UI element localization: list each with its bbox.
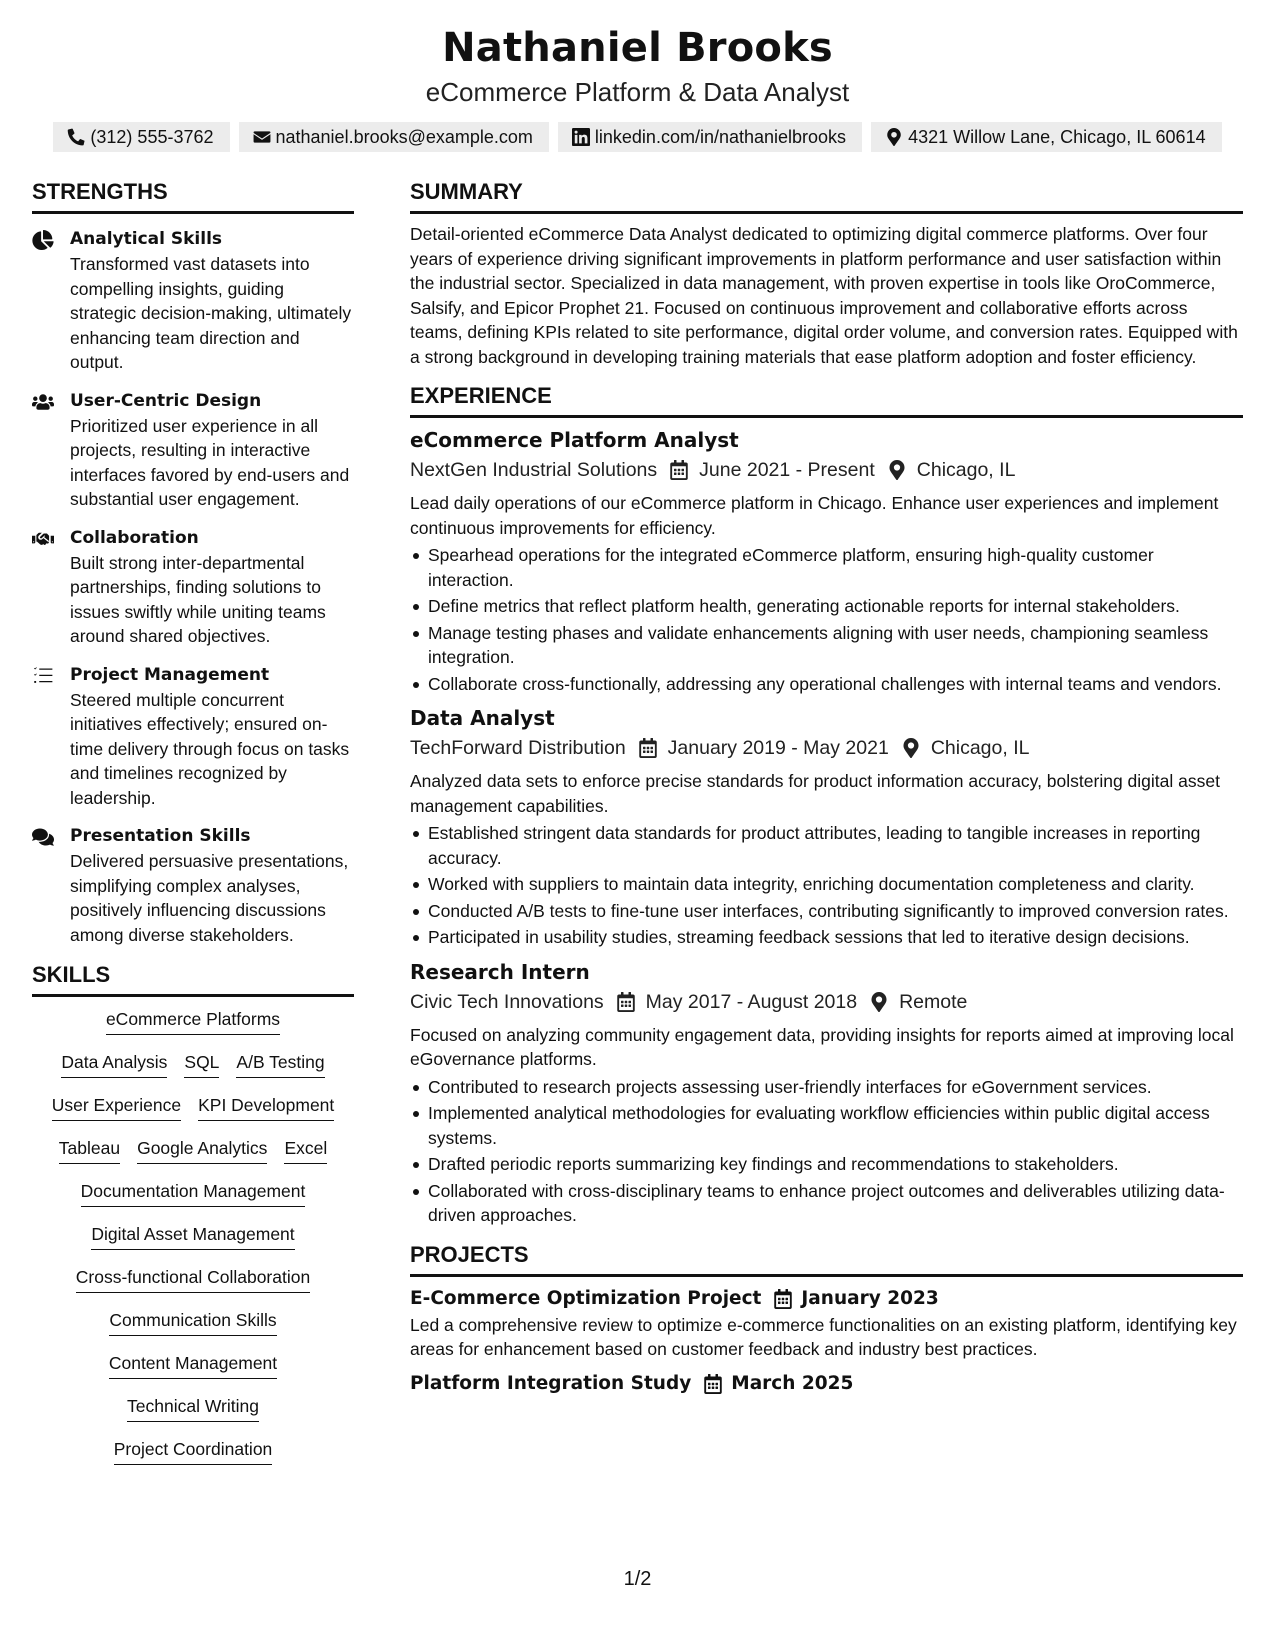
skill-tag: Communication Skills <box>109 1308 276 1336</box>
strength-desc: Built strong inter-departmental partnerships, finding solutions to issues swiftly while uniting teams around shared objectives. <box>70 552 326 646</box>
skill-tag: User Experience <box>52 1093 181 1121</box>
skill-row <box>32 1351 354 1394</box>
strength-desc: Delivered persuasive presentations, simplifying complex analyses, positively influencing discussions among diverse stakeholders. <box>70 851 349 945</box>
contact-bar <box>0 122 1275 152</box>
job-company: TechForward Distribution <box>410 737 626 759</box>
projects-heading: PROJECTS <box>410 1241 1243 1277</box>
bullet-item: Participated in usability studies, streaming feedback sessions that led to iterative design decisions. <box>410 925 1243 950</box>
skill-row <box>32 1050 354 1093</box>
job-company: NextGen Industrial Solutions <box>410 459 658 481</box>
strength-name: Collaboration <box>70 527 199 548</box>
project-header <box>410 1370 1243 1398</box>
strength-desc: Transformed vast datasets into compelling insights, guiding strategic decision-making, ultimately enhancing team direction and output. <box>70 254 352 372</box>
handshake-icon <box>32 526 70 649</box>
map-marker-icon <box>885 128 903 146</box>
project-title: Platform Integration Study <box>410 1372 692 1394</box>
linkedin-icon <box>572 128 590 146</box>
strength-item <box>32 526 354 649</box>
strength-item <box>32 227 354 375</box>
skill-tag: A/B Testing <box>236 1050 324 1078</box>
contact-address-text: 4321 Willow Lane, Chicago, IL 60614 <box>908 126 1206 147</box>
job-location: Chicago, IL <box>930 737 1030 759</box>
skill-row <box>32 1179 354 1222</box>
skill-row <box>32 1308 354 1351</box>
job-title: eCommerce Platform Analyst <box>410 428 739 452</box>
job-meta <box>410 455 1243 485</box>
job-dates: January 2019 - May 2021 <box>667 737 889 759</box>
skill-tag: Google Analytics <box>137 1136 267 1164</box>
bullet-item: Worked with suppliers to maintain data integrity, enriching documentation completeness and clarity. <box>410 872 1243 897</box>
job-description: Lead daily operations of our eCommerce platform in Chicago. Enhance user experiences and implement continuous improvements for efficiency. <box>410 493 1219 538</box>
job-entry <box>410 425 1243 696</box>
strength-item <box>32 389 354 512</box>
envelope-icon <box>253 128 271 146</box>
task-list-icon <box>32 663 70 811</box>
skill-tag: Cross-functional Collaboration <box>76 1265 310 1293</box>
job-dates: June 2021 - Present <box>699 459 875 481</box>
users-icon <box>32 389 70 512</box>
map-marker-icon <box>901 738 921 758</box>
phone-icon <box>67 128 85 146</box>
job-bullets <box>410 1075 1243 1228</box>
summary-heading: SUMMARY <box>410 178 1243 214</box>
experience-heading: EXPERIENCE <box>410 382 1243 418</box>
strength-name: Project Management <box>70 664 270 685</box>
skill-row <box>32 1136 354 1179</box>
bullet-item: Drafted periodic reports summarizing key findings and recommendations to stakeholders. <box>410 1152 1243 1177</box>
map-marker-icon <box>887 460 907 480</box>
skills-list <box>32 1007 354 1480</box>
left-column <box>32 178 354 1480</box>
contact-email-text: nathaniel.brooks@example.com <box>275 126 533 147</box>
skill-row <box>32 1007 354 1050</box>
skills-heading: SKILLS <box>32 961 354 997</box>
strength-item <box>32 663 354 811</box>
skill-row <box>32 1093 354 1136</box>
job-location: Chicago, IL <box>916 459 1016 481</box>
bullet-item: Collaborated with cross-disciplinary teams to enhance project outcomes and deliverables utilizing data-driven approaches. <box>410 1179 1243 1228</box>
project-entry <box>410 1285 1243 1362</box>
skill-tag: KPI Development <box>198 1093 334 1121</box>
comments-icon <box>32 824 70 947</box>
project-entry <box>410 1370 1243 1398</box>
project-date: January 2023 <box>801 1287 939 1309</box>
calendar-icon <box>616 992 636 1012</box>
contact-phone-text: (312) 555-3762 <box>90 126 214 147</box>
calendar-icon <box>669 460 689 480</box>
job-bullets <box>410 821 1243 950</box>
strength-name: Analytical Skills <box>70 229 223 249</box>
contact-phone[interactable] <box>53 122 229 152</box>
contact-linkedin-text: linkedin.com/in/nathanielbrooks <box>594 126 847 147</box>
project-date: March 2025 <box>731 1372 854 1394</box>
contact-address[interactable] <box>871 122 1222 152</box>
bullet-item: Spearhead operations for the integrated eCommerce platform, ensuring high-quality customer interaction. <box>410 543 1243 592</box>
skill-tag: Digital Asset Management <box>91 1222 294 1250</box>
project-description: Led a comprehensive review to optimize e-commerce functionalities on an existing platform, identifying key areas for enhancement based on customer feedback and industry best practices. <box>410 1314 1237 1359</box>
job-dates: May 2017 - August 2018 <box>645 990 858 1013</box>
job-entry <box>410 957 1243 1228</box>
skill-tag: Data Analysis <box>61 1050 167 1078</box>
bullet-item: Collaborate cross-functionally, addressing any operational challenges with internal teams and vendors. <box>410 672 1243 697</box>
project-title: E-Commerce Optimization Project <box>410 1287 762 1309</box>
skill-tag: Documentation Management <box>81 1179 306 1207</box>
bullet-item: Established stringent data standards for product attributes, leading to tangible increases in reporting accuracy. <box>410 821 1243 870</box>
skill-tag: Technical Writing <box>127 1394 259 1422</box>
skill-tag: SQL <box>184 1050 219 1078</box>
strength-desc: Steered multiple concurrent initiatives effectively; ensured on-time delivery through focus on tasks and timelines recognized by leadership. <box>70 689 350 808</box>
resume-header <box>0 0 1275 152</box>
job-company: Civic Tech Innovations <box>410 990 604 1013</box>
bullet-item: Manage testing phases and validate enhancements aligning with user needs, championing seamless integration. <box>410 621 1243 670</box>
skill-tag: Content Management <box>109 1351 277 1379</box>
skill-row <box>32 1265 354 1308</box>
skill-tag: Project Coordination <box>114 1437 273 1465</box>
calendar-icon <box>773 1289 793 1309</box>
strength-desc: Prioritized user experience in all projects, resulting in interactive interfaces favored by end-users and substantial user engagement. <box>70 415 350 509</box>
bullet-item: Define metrics that reflect platform health, generating actionable reports for internal stakeholders. <box>410 594 1243 619</box>
skill-tag: Excel <box>284 1136 327 1164</box>
map-marker-icon <box>869 992 889 1012</box>
job-bullets <box>410 543 1243 696</box>
right-column <box>410 178 1243 1480</box>
summary-text: Detail-oriented eCommerce Data Analyst dedicated to optimizing digital commerce platforms. Over four years of experience driving significant improvements in platform performance and user satisfaction within the industrial sector. Specialized in data management, with proven expertise in tools like OroCommerce, Salsify, and Epicor Prophet 21. Focused on continuous improvement and collaborative efforts across teams, defining KPIs related to site performance, digital order volume, and conversion rates. Equipped with a strong background in developing training materials that ease platform adoption and foster efficiency. <box>410 224 1238 367</box>
strengths-heading: STRENGTHS <box>32 178 354 214</box>
page-number: 1/2 <box>623 1568 652 1590</box>
contact-linkedin[interactable] <box>558 122 862 152</box>
skill-tag: eCommerce Platforms <box>106 1007 280 1035</box>
skill-tag: Tableau <box>59 1136 120 1164</box>
skill-row <box>32 1394 354 1437</box>
resume-body <box>32 178 1243 1480</box>
job-description: Analyzed data sets to enforce precise standards for product information accuracy, bolstering digital asset management capabilities. <box>410 771 1220 816</box>
calendar-icon <box>703 1374 723 1394</box>
calendar-icon <box>638 738 658 758</box>
strengths-list <box>32 227 354 947</box>
strength-item <box>32 824 354 947</box>
skill-row <box>32 1222 354 1265</box>
candidate-title: eCommerce Platform & Data Analyst <box>425 77 850 107</box>
bullet-item: Conducted A/B tests to fine-tune user interfaces, contributing significantly to improved conversion rates. <box>410 899 1243 924</box>
strength-name: User-Centric Design <box>70 390 262 411</box>
candidate-name: Nathaniel Brooks <box>442 25 833 71</box>
job-meta <box>410 733 1243 763</box>
job-entry <box>410 703 1243 950</box>
project-header <box>410 1285 1243 1313</box>
job-title: Data Analyst <box>410 706 555 730</box>
job-meta <box>410 987 1243 1017</box>
job-description: Focused on analyzing community engagement data, providing insights for reports aimed at improving local eGovernance platforms. <box>410 1024 1234 1069</box>
contact-email[interactable] <box>239 122 549 152</box>
skill-row <box>32 1437 354 1480</box>
bullet-item: Contributed to research projects assessing user-friendly interfaces for eGovernment services. <box>410 1075 1243 1100</box>
bullet-item: Implemented analytical methodologies for evaluating workflow efficiencies within public digital access systems. <box>410 1101 1243 1150</box>
pie-chart-icon <box>32 227 70 375</box>
job-location: Remote <box>899 990 968 1013</box>
strength-name: Presentation Skills <box>70 826 251 846</box>
job-title: Research Intern <box>410 959 590 984</box>
